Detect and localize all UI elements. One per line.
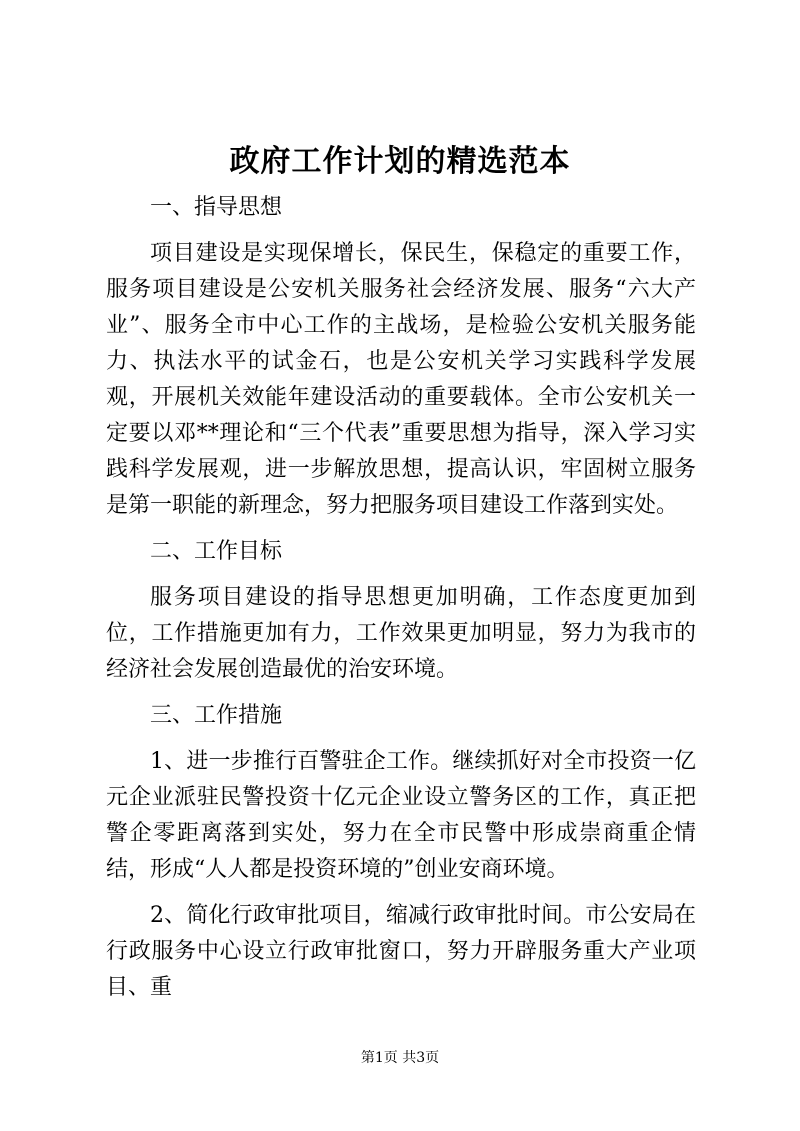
document-title: 政府工作计划的精选范本: [229, 144, 571, 179]
page-footer: 第1页 共3页: [360, 1050, 440, 1066]
paragraph-guiding-ideology: 项目建设是实现保增长，保民生，保稳定的重要工作，服务项目建设是公安机关服务社会经济发展、服务“六大产业”、服务全市中心工作的主战场，是检验公安机关服务能力、执法水平的试金石，也是公安机关学习实践科学发展观，开展机关效能年建设活动的重要载体。全市公安机关一定要以邓**理论和“三个代表”重要思想为指导，深入学习实践科学发展观，进一步解放思想，提高认识，牢固树立服务是第一职能的新理念，努力把服务项目建设工作落到实处。: [106, 241, 696, 518]
paragraph-work-goals: 服务项目建设的指导思想更加明确，工作态度更加到位，工作措施更加有力，工作效果更加明显，努力为我市的经济社会发展创造最优的治安环境。: [106, 585, 696, 682]
document-body: [106, 190, 696, 1006]
paragraph-measure-1: 1、进一步推行百警驻企工作。继续抓好对全市投资一亿元企业派驻民警投资十亿元企业设立警务区的工作，真正把警企零距离落到实处，努力在全市民警中形成崇商重企情结，形成“人人都是投资环境的”创业安商环境。: [106, 749, 696, 882]
section-heading-work-goals: 二、工作目标: [150, 539, 283, 564]
section-heading-work-measures: 三、工作措施: [150, 703, 283, 728]
paragraph-measure-2: 2、简化行政审批项目，缩减行政审批时间。市公安局在行政服务中心设立行政审批窗口，努力开辟服务重大产业项目、重: [106, 903, 696, 1000]
section-heading-guiding-ideology: 一、指导思想: [150, 195, 283, 220]
